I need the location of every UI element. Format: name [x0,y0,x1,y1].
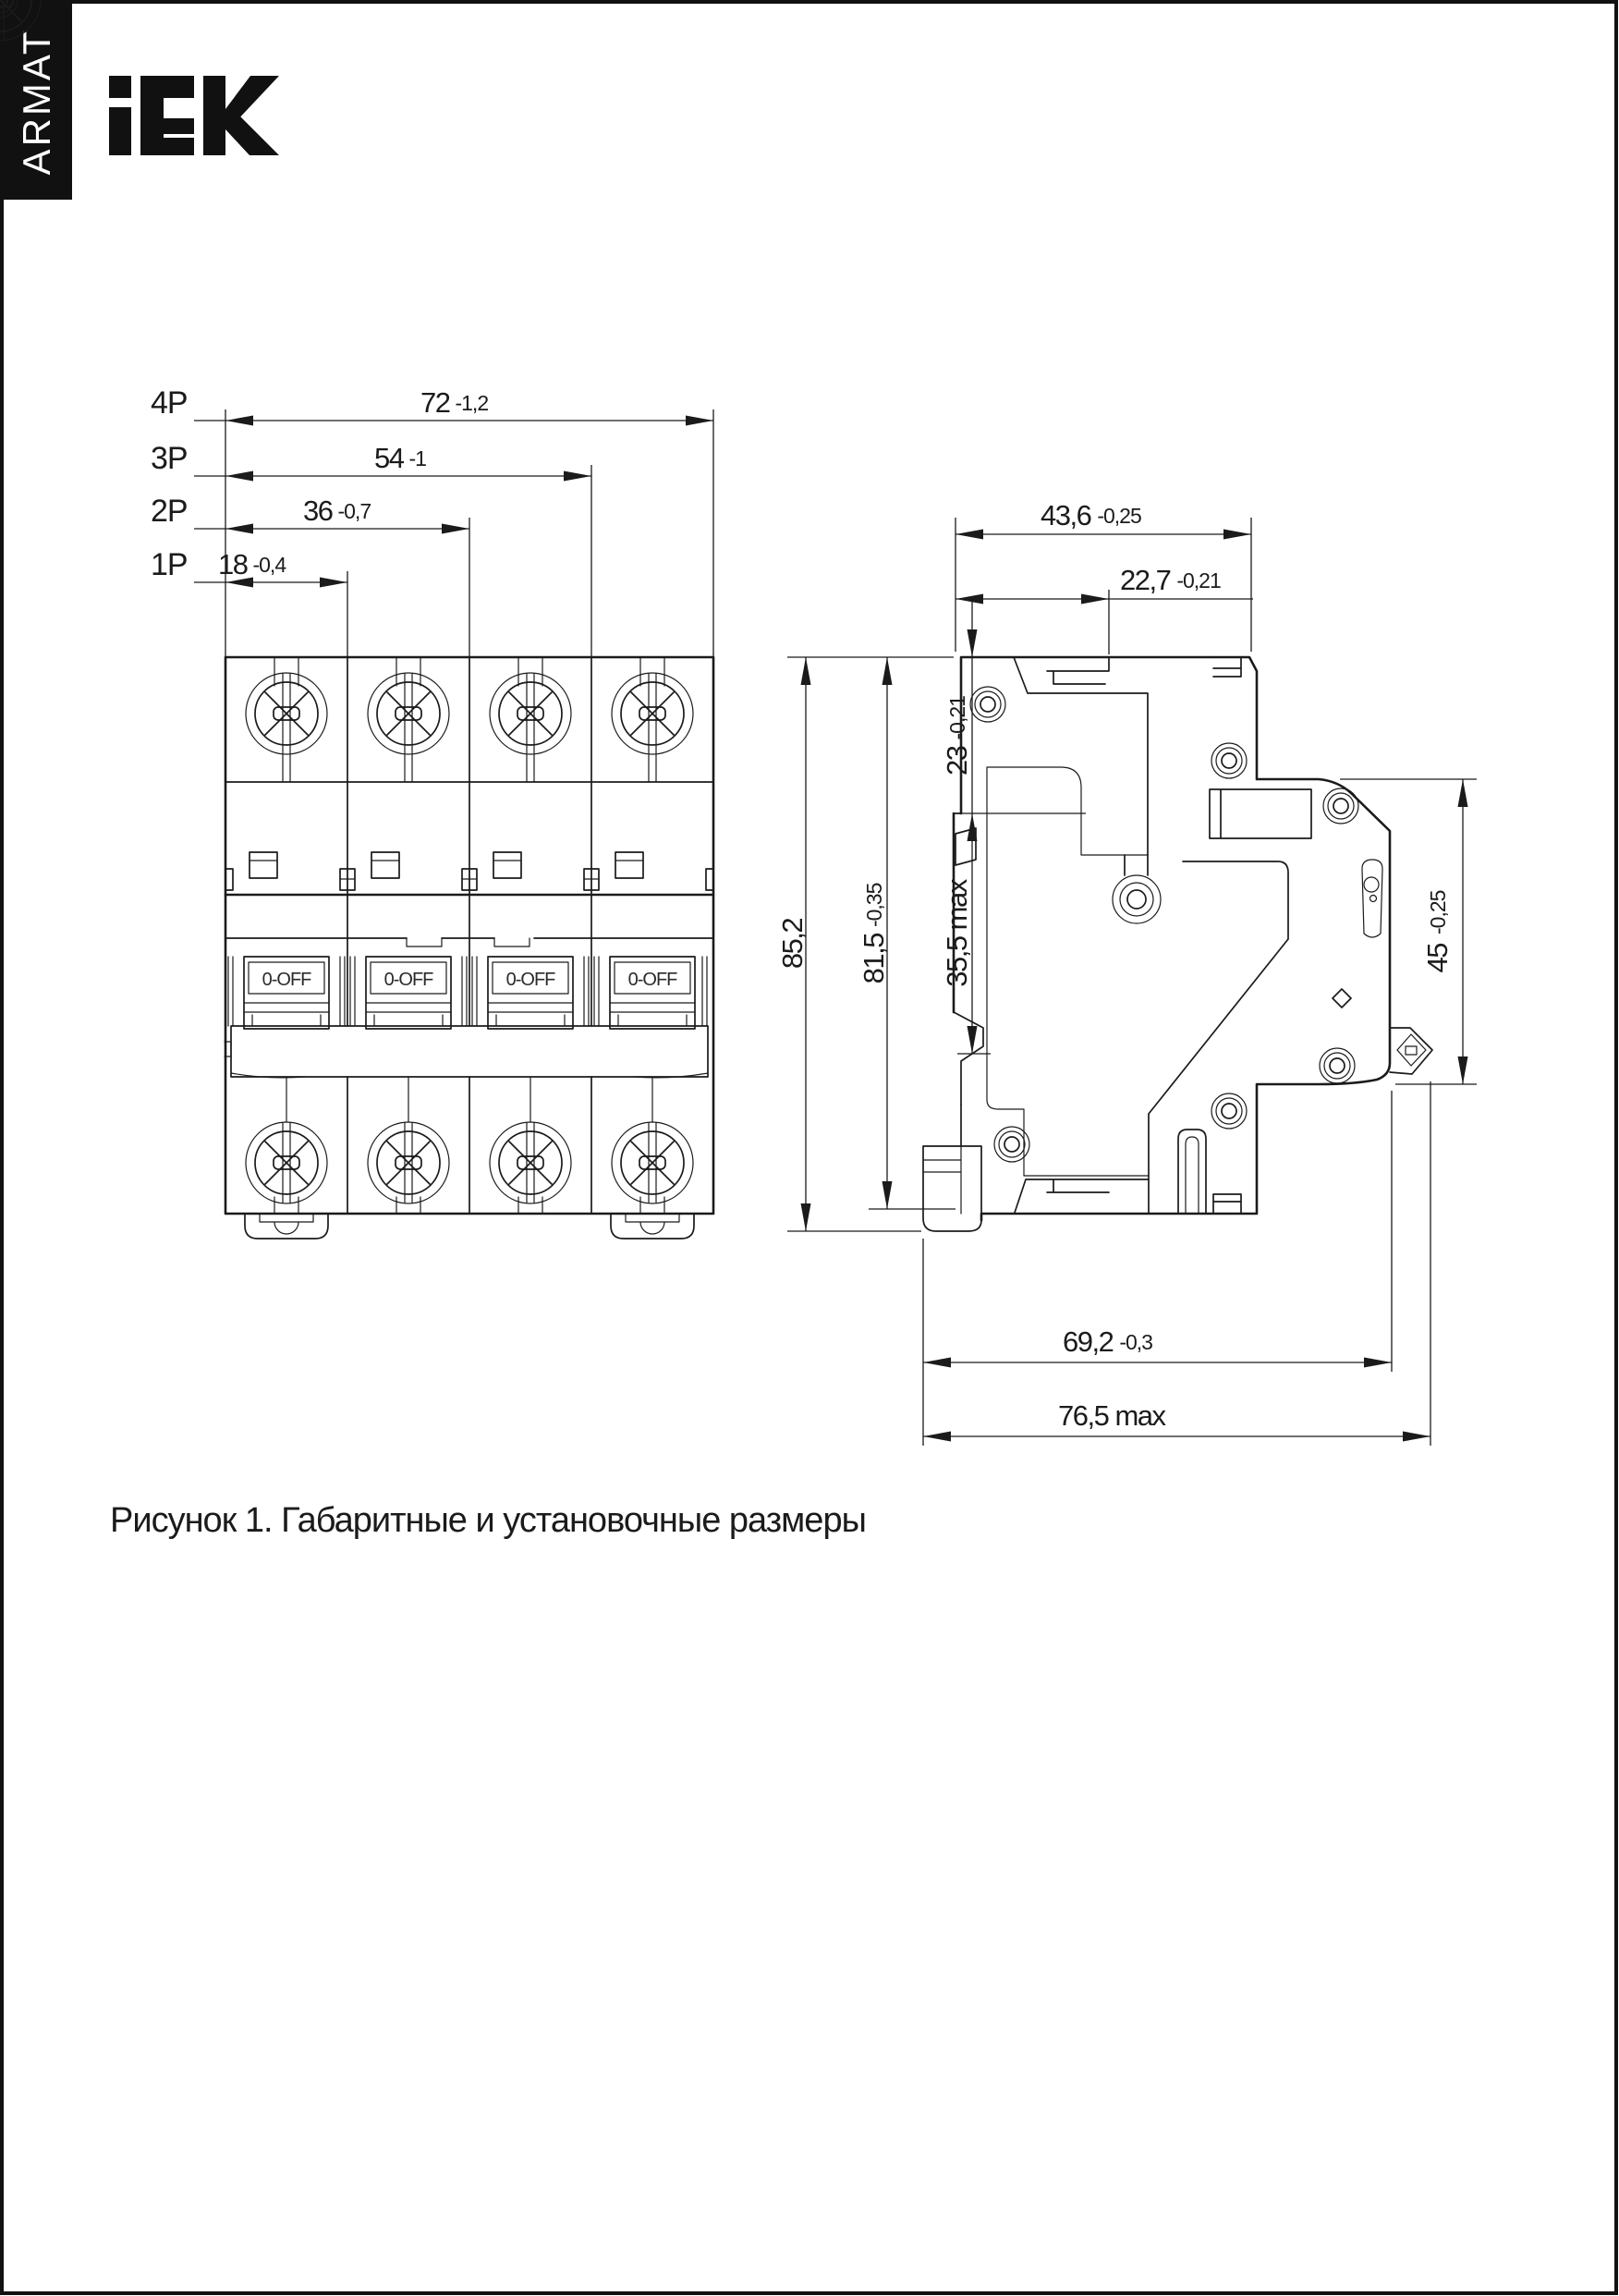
front-view-drawing [0,0,713,1239]
armat-label: ARMAT [15,28,58,176]
svg-text:69,2-0,3 [1063,1325,1152,1358]
dim-value: 45 [1421,943,1454,973]
page-border [2,2,1616,2293]
dim-2p [151,494,371,529]
dim-value: 36 [303,495,333,527]
iek-logo [109,76,279,155]
handle-label: 0-OFF [505,970,555,990]
label-band [225,1026,708,1078]
handle-label: 0-OFF [262,970,311,990]
svg-text:72-1,2 [420,386,488,419]
dim-tolerance: -1 [408,446,426,470]
side-view-dimensions [776,499,1477,1446]
pole-label: 4P [151,385,188,421]
dim-value: 76,5 max [1058,1399,1165,1432]
dim-tolerance: -0,25 [1426,890,1450,934]
svg-text:23-0,21 [941,696,973,776]
handle-label: 0-OFF [627,970,677,990]
pole-label: 3P [151,441,188,476]
front-view-dimensions [151,385,713,657]
svg-text:22,7-0,21 [1120,564,1221,596]
handle-label: 0-OFF [383,970,433,990]
dim-value: 72 [420,386,450,419]
toggle-handle [366,957,451,1029]
svg-text:81,5-0,35 [858,883,890,983]
toggle-handle [610,957,695,1029]
svg-text:54-1 [374,442,426,474]
dim-value: 18 [218,548,248,580]
toggle-handle [488,957,573,1029]
dim-tolerance: -0,21 [1176,568,1221,592]
figure-caption: Рисунок 1. Габаритные и установочные размеры [110,1501,866,1540]
armat-series-tab [2,2,72,200]
svg-text:36-0,7 [303,495,371,527]
dim-value: 85,2 [776,918,809,970]
terminal-screws-top [0,0,693,782]
dim-4p [151,385,488,421]
dim-value: 54 [374,442,404,474]
din-rail-clips-front [245,1214,694,1239]
dim-1p [151,547,286,582]
dim-value: 43,6 [1041,499,1091,531]
dim-value: 81,5 [858,934,890,984]
dim-tolerance: -0,7 [337,499,371,523]
toggle-knob-side [1390,1028,1432,1074]
dim-value: 35,5 max [941,880,973,987]
dim-value: 23 [941,746,973,776]
dim-tolerance: -0,4 [252,553,286,577]
dim-tolerance: -0,3 [1119,1330,1152,1354]
dim-tolerance: -0,21 [945,696,969,740]
din-rail-clip-side [923,1105,981,1231]
dim-value: 69,2 [1063,1325,1114,1358]
svg-text:18-0,4 [218,548,286,580]
dim-3p [151,441,426,476]
svg-text:43,6-0,25 [1041,499,1141,531]
svg-text:45-0,25 [1421,890,1454,972]
pole-label: 2P [151,494,188,529]
toggle-handle [244,957,329,1029]
dim-value: 22,7 [1120,564,1171,596]
dim-tolerance: -0,25 [1097,504,1141,528]
pole-label: 1P [151,547,188,582]
dim-tolerance: -0,35 [862,883,886,928]
side-view-drawing [0,0,1432,1231]
dim-tolerance: -1,2 [455,391,489,415]
